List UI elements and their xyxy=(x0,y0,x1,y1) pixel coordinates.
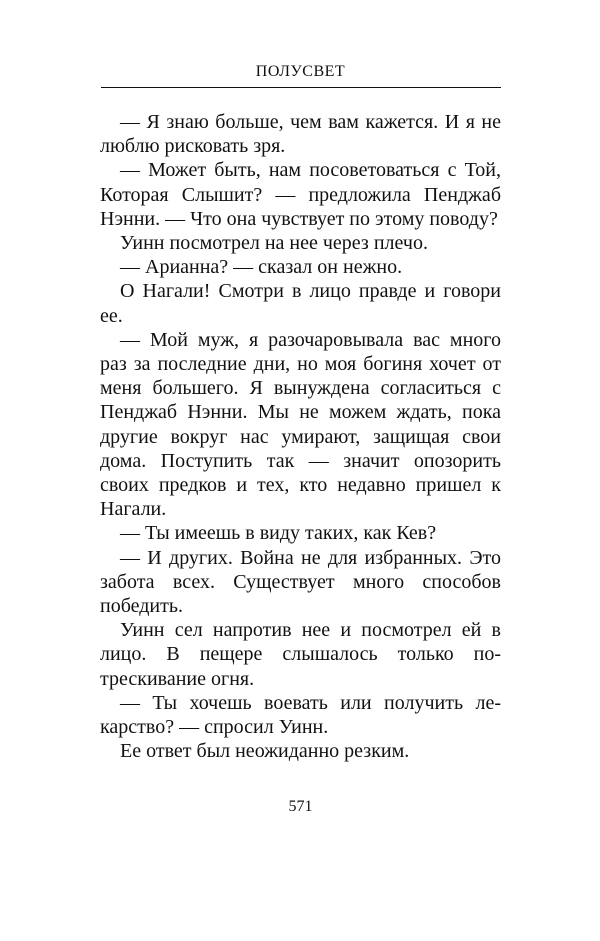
page-number: 571 xyxy=(288,798,313,815)
paragraph: Уинн сел напротив нее и посмотрел ей в лицо. В пещере слышалось только потрескивание огня. xyxy=(100,619,501,690)
paragraph: — Арианна? — сказал он нежно. xyxy=(120,256,403,279)
paragraph: — Может быть, нам посоветоваться с Той, Которая Слышит? — предложила Пенджаб Нэнни. — Что она чувствует по этому поводу? xyxy=(100,159,501,230)
body-text xyxy=(100,110,501,763)
paragraph: — И других. Война не для избранных. Это забота всех. Существует много способов победить. xyxy=(100,546,501,618)
paragraph: — Мой муж, я разочаровывала вас много раз за последние дни, но моя богиня хочет от меня большего. Я вынуждена согласиться с Пенджаб Нэнни. Мы не можем ждать, пока другие вокруг нас умирают, защищая свои дома. Поступить так — значит опозорить своих предков и тех, кто недавно пришел к Нагали. xyxy=(100,328,501,521)
paragraph: Ее ответ был неожиданно резким. xyxy=(120,740,410,763)
paragraph: О Нагали! Смотри в лицо правде и говори ее. xyxy=(100,280,501,327)
running-head: ПОЛУСВЕТ xyxy=(255,63,346,80)
paragraph: — Ты хочешь воевать или получить лекарство? — спросил Уинн. xyxy=(100,691,501,739)
paragraph: — Ты имеешь в виду таких, как Кев? xyxy=(120,522,437,545)
header-rule xyxy=(101,87,501,88)
paragraph: Уинн посмотрел на нее через плечо. xyxy=(120,232,428,255)
paragraph: — Я знаю больше, чем вам кажется. И я не люблю рисковать зря. xyxy=(100,111,501,158)
